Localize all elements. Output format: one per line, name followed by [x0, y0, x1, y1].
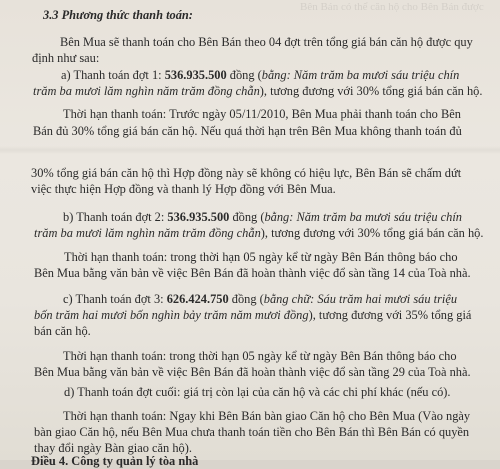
payment-c-italic-2: bốn trăm hai mươi bốn nghìn bảy trăm năm mươi đồng [34, 308, 309, 322]
payment-a-line-1 [61, 68, 459, 83]
payment-b-deadline-line-2: Bên Mua bằng văn bản về việc Bên Bán đã hoàn thành việc đổ sàn tầng 14 của Toà nhà. [34, 266, 471, 280]
section-title: 3.3 Phương thức thanh toán: [43, 8, 193, 22]
payment-c-tail: ), tương đương với 35% tổng giá [308, 308, 472, 322]
payment-d-line-1: d) Thanh toán đợt cuối: giá trị còn lại của căn hộ và các chi phí khác (nếu có). [64, 385, 451, 399]
intro-line-1: Bên Mua sẽ thanh toán cho Bên Bán theo 04 đợt trên tổng giá bán căn hộ được quy [60, 35, 473, 49]
payment-b-italic-2: trăm ba mươi lăm nghìn năm trăm đồng chẵn [34, 226, 261, 240]
payment-d-deadline-line-3: thay đổi ngày Bàn giao căn hộ). [34, 441, 192, 455]
payment-a-line-2 [33, 84, 482, 99]
payment-b-tail: ), tương đương với 30% tổng giá bán căn hộ. [260, 226, 484, 240]
payment-c-amount: 626.424.750 [166, 292, 229, 306]
payment-b-prefix: b) Thanh toán đợt 2: [63, 210, 168, 224]
payment-c-mid: đồng ( [228, 292, 264, 306]
payment-d-deadline-line-2: bàn giao Căn hộ, nếu Bên Mua chưa thanh toán tiền cho Bên Bán thì Bên Bán có quyền [34, 425, 470, 439]
payment-c-line-1 [63, 292, 457, 307]
payment-c-line-2 [34, 308, 471, 323]
payment-a-italic-2: trăm ba mươi lăm nghìn năm trăm đồng chẵn [33, 84, 260, 98]
payment-a-deadline-line-2: Bán đủ 30% tổng giá bán căn hộ. Nếu quá thời hạn trên Bên Mua không thanh toán đủ [33, 124, 462, 138]
payment-d-deadline-line-1: Thời hạn thanh toán: Ngay khi Bên Bán bàn giao Căn hộ cho Bên Mua (Vào ngày [63, 409, 471, 423]
payment-a-deadline-line-1: Thời hạn thanh toán: Trước ngày 05/11/2010, Bên Mua phải thanh toán cho Bên [63, 107, 461, 121]
payment-a-mid: đồng ( [226, 68, 262, 82]
payment-c-deadline-line-2: Bên Mua bằng văn bản về việc Bên Bán đã hoàn thành việc đổ sàn tầng 29 của Toà nhà. [34, 365, 471, 379]
page-fold [0, 146, 500, 154]
payment-b-mid: đồng ( [229, 210, 265, 224]
payment-c-prefix: c) Thanh toán đợt 3: [63, 292, 167, 306]
payment-b-line-2 [34, 226, 483, 241]
payment-a-prefix: a) Thanh toán đợt 1: [61, 68, 165, 82]
payment-a-amount: 536.935.500 [164, 68, 227, 82]
payment-a-tail: ), tương đương với 30% tổng giá bán căn hộ. [259, 84, 483, 98]
faint-background-text: Bên Bán có thể căn hộ cho Bên Bán được [300, 1, 484, 13]
intro-line-2: định như sau: [32, 51, 100, 65]
payment-a-deadline-line-4: việc thực hiện Hợp đồng và thanh lý Hợp đồng với Bên Mua. [31, 182, 336, 196]
payment-a-italic-1: bằng: Năm trăm ba mươi sáu triệu chín [261, 68, 460, 82]
payment-c-line-3: bán căn hộ. [34, 324, 91, 338]
payment-b-deadline-line-1: Thời hạn thanh toán: trong thời hạn 05 ngày kể từ ngày Bên Bán thông báo cho [64, 250, 458, 264]
payment-b-amount: 536.935.500 [167, 210, 230, 224]
payment-b-line-1 [63, 210, 462, 225]
payment-c-italic-1: bằng chữ: Sáu trăm hai mươi sáu triệu [263, 292, 458, 306]
payment-b-italic-1: bằng: Năm trăm ba mươi sáu triệu chín [264, 210, 462, 224]
next-section-heading: Điều 4. Công ty quản lý tòa nhà [31, 454, 199, 468]
payment-c-deadline-line-1: Thời hạn thanh toán: trong thời hạn 05 ngày kể từ ngày Bên Bán thông báo cho [63, 349, 457, 363]
payment-a-deadline-line-3: 30% tổng giá bán căn hộ thì Hợp đồng này sẽ không có hiệu lực, Bên Bán sẽ chấm dứt [31, 166, 462, 180]
